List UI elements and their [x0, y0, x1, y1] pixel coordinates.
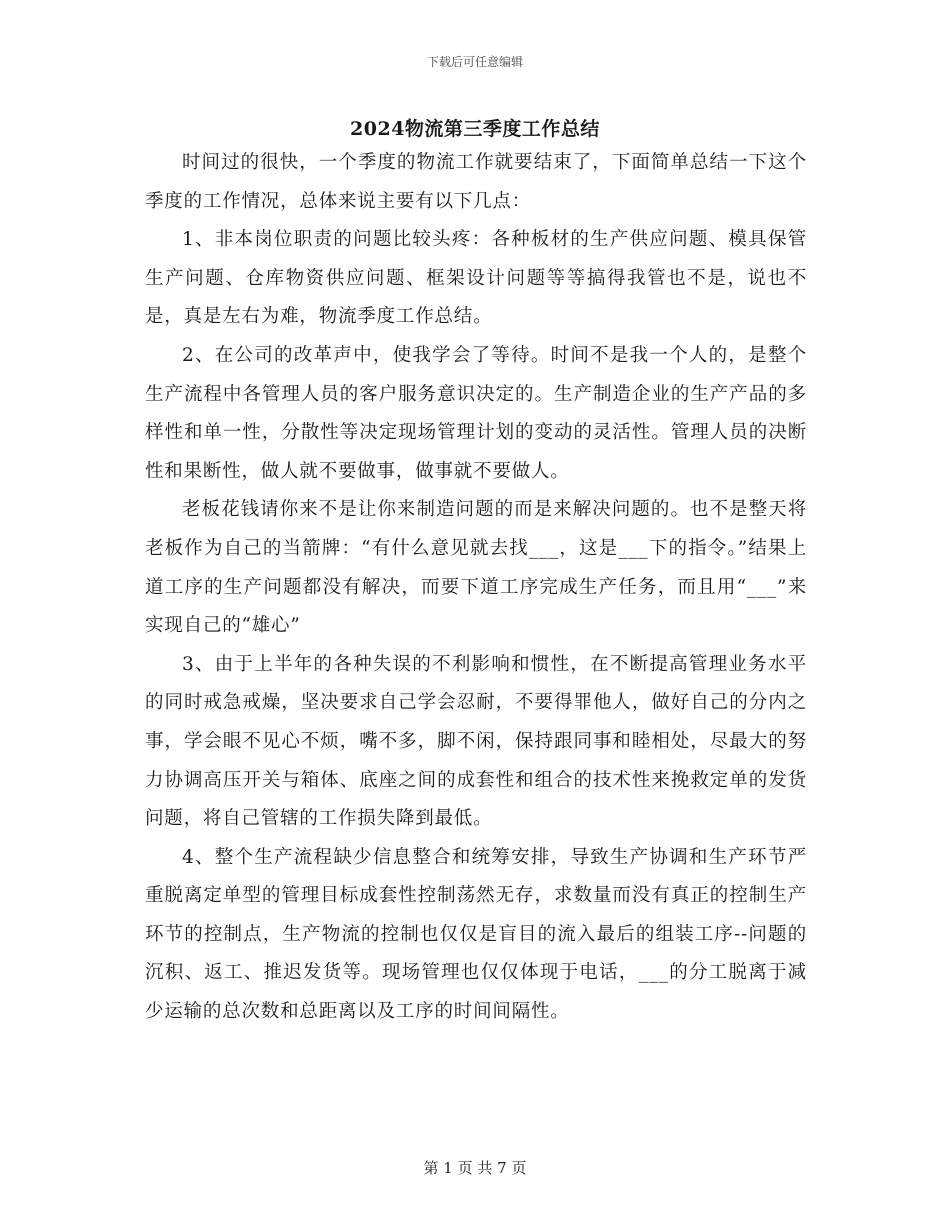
- paragraph-point-2: 2、在公司的改革声中，使我学会了等待。时间不是我一个人的，是整个生产流程中各管理人员的客户服务意识决定的。生产制造企业的生产产品的多样性和单一性，分散性等决定现场管理计划的变动的灵活性。管理人员的决断性和果断性，做人就不要做事，做事就不要做人。: [145, 344, 807, 482]
- page-number: 第 1 页 共 7 页: [423, 1159, 527, 1177]
- header-note: 下载后可任意编辑: [426, 55, 523, 69]
- paragraph-point-4: 4、整个生产流程缺少信息整合和统筹安排，导致生产协调和生产环节严重脱离定单型的管理目标成套性控制荡然无存，求数量而没有真正的控制生产环节的控制点，生产物流的控制也仅仅是盲目的流入最后的组装工序--问题的沉积、返工、推迟发货等。现场管理也仅仅体现于电话，___的分工脱离于减少运输的总次数和总距离以及工序的时间间隔性。: [145, 846, 807, 1023]
- paragraph-intro: 时间过的很快，一个季度的物流工作就要结束了，下面简单总结一下这个季度的工作情况，总体来说主要有以下几点：: [145, 152, 807, 212]
- paragraph-boss: 老板花钱请你来不是让你来制造问题的而是来解决问题的。也不是整天将老板作为自己的当箭牌：“有什么意见就去找___，这是___下的指令。”结果上道工序的生产问题都没有解决，而要下道工序完成生产任务，而且用“___”来实现自己的“雄心”: [145, 499, 807, 637]
- paragraph-point-3: 3、由于上半年的各种失误的不利影响和惯性，在不断提高管理业务水平的同时戒急戒燥，坚决要求自己学会忍耐，不要得罪他人，做好自己的分内之事，学会眼不见心不烦，嘴不多，脚不闲，保持跟同事和睦相处，尽最大的努力协调高压开关与箱体、底座之间的成套性和组合的技术性来挽救定单的发货问题，将自己管辖的工作损失降到最低。: [145, 653, 807, 830]
- document-title: 2024物流第三季度工作总结: [350, 118, 600, 140]
- document-body: [145, 144, 807, 1032]
- paragraph-point-1: 1、非本岗位职责的问题比较头疼：各种板材的生产供应问题、模具保管生产问题、仓库物资供应问题、框架设计问题等等搞得我管也不是，说也不是，真是左右为难，物流季度工作总结。: [145, 229, 807, 328]
